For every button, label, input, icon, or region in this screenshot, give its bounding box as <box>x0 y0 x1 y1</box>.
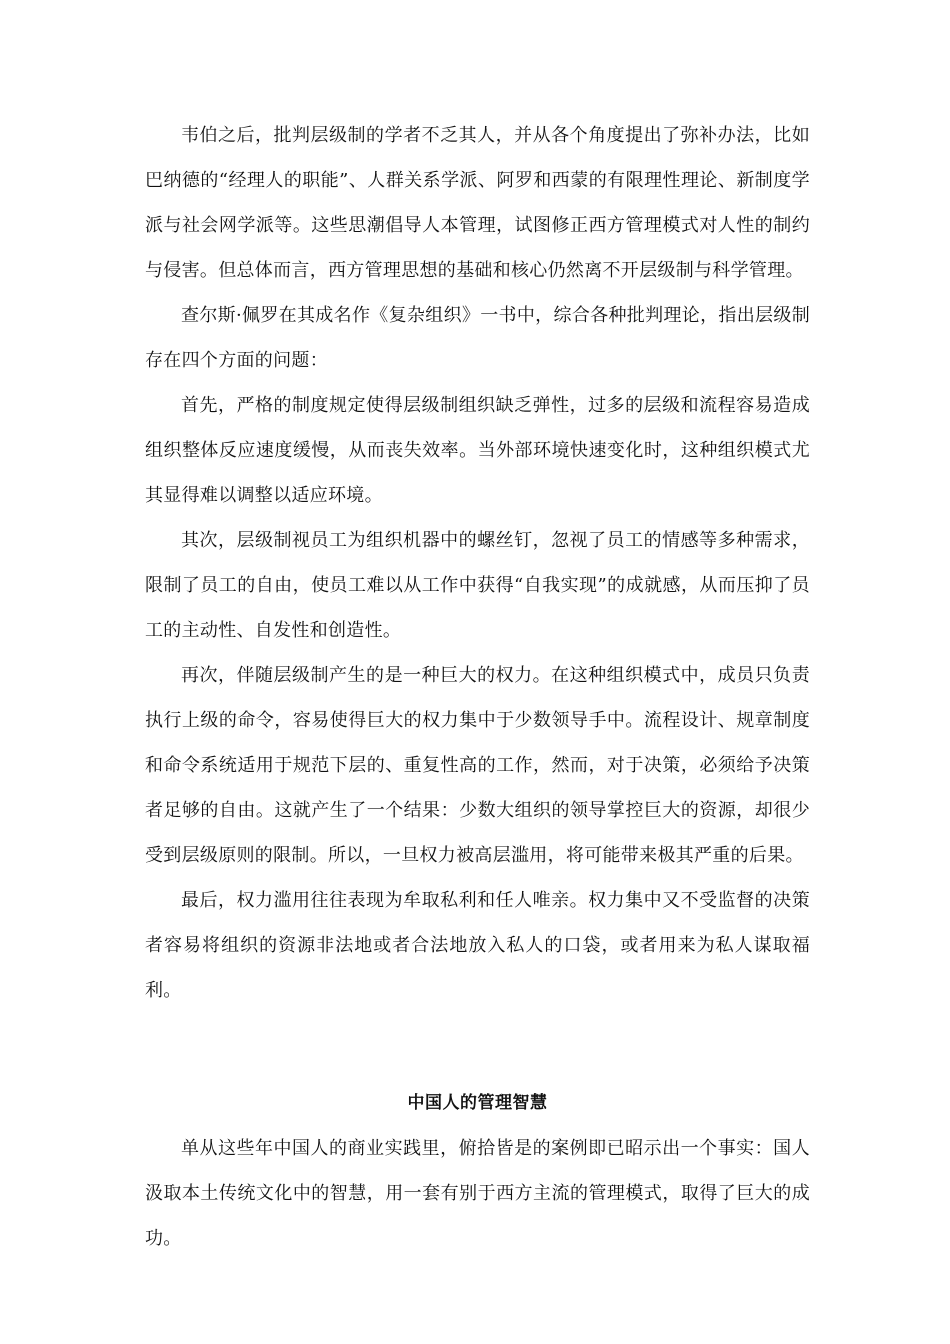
section-spacer <box>145 1013 810 1081</box>
paragraph-second-problem: 其次，层级制视员工为组织机器中的螺丝钉，忽视了员工的情感等多种需求，限制了员工的自由，使员工难以从工作中获得“自我实现”的成就感，从而压抑了员工的主动性、自发性和创造性。 <box>145 530 810 641</box>
paragraph-weber-critics: 韦伯之后，批判层级制的学者不乏其人，并从各个角度提出了弥补办法，比如巴纳德的“经理人的职能”、人群关系学派、阿罗和西蒙的有限理性理论、新制度学派与社会网学派等。这些思潮倡导人本管理，试图修正西方管理模式对人性的制约与侵害。但总体而言，西方管理思想的基础和核心仍然离不开层级制与科学管理。 <box>145 125 810 281</box>
paragraph-fourth-problem: 最后，权力滥用往往表现为牟取私利和任人唯亲。权力集中又不受监督的决策者容易将组织的资源非法地或者合法地放入私人的口袋，或者用来为私人谋取福利。 <box>145 890 810 1001</box>
paragraph-third-problem: 再次，伴随层级制产生的是一种巨大的权力。在这种组织模式中，成员只负责执行上级的命令，容易使得巨大的权力集中于少数领导手中。流程设计、规章制度和命令系统适用于规范下层的、重复性高的工作，然而，对于决策，必须给予决策者足够的自由。这就产生了一个结果：少数大组织的领导掌控巨大的资源，却很少受到层级原则的限制。所以，一旦权力被高层滥用，将可能带来极其严重的后果。 <box>145 665 810 866</box>
document-page <box>145 113 810 1261</box>
paragraph-perrow: 查尔斯·佩罗在其成名作《复杂组织》一书中，综合各种批判理论，指出层级制存在四个方面的问题： <box>145 305 810 371</box>
section-title: 中国人的管理智慧 <box>407 1093 548 1113</box>
paragraph-chinese-practice: 单从这些年中国人的商业实践里，俯拾皆是的案例即已昭示出一个事实：国人汲取本土传统文化中的智慧，用一套有别于西方主流的管理模式，取得了巨大的成功。 <box>145 1138 810 1249</box>
paragraph-first-problem: 首先，严格的制度规定使得层级制组织缺乏弹性，过多的层级和流程容易造成组织整体反应速度缓慢，从而丧失效率。当外部环境快速变化时，这种组织模式尤其显得难以调整以适应环境。 <box>145 395 810 506</box>
